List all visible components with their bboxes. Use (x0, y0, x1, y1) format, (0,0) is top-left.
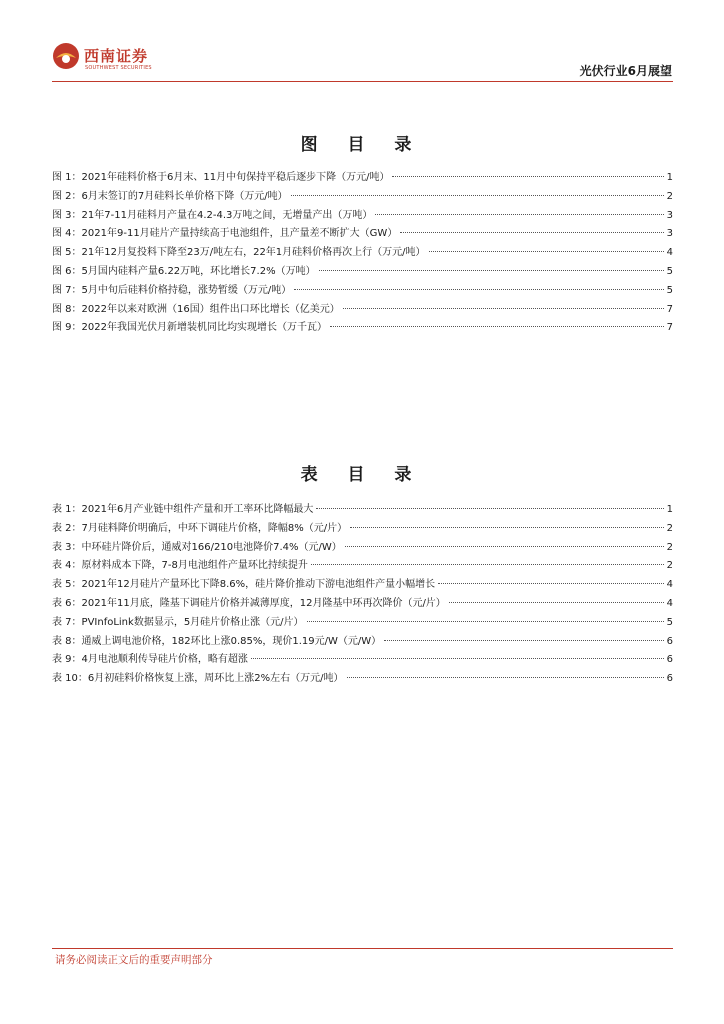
entry-page-number: 2 (666, 560, 673, 572)
table-index-entry[interactable] (52, 594, 673, 613)
dot-leader (251, 658, 664, 659)
header-divider (52, 81, 673, 82)
figure-index-entry[interactable] (52, 318, 673, 337)
logo-emblem-icon (52, 42, 80, 70)
entry-label: 图 1：2021年硅料价格于6月末、11月中旬保持平稳后逐步下降（万元/吨） (52, 172, 390, 183)
entry-page-number: 7 (666, 303, 673, 315)
dot-leader (343, 308, 664, 309)
entry-label: 图 8：2022年以来对欧洲（16国）组件出口环比增长（亿美元） (52, 303, 340, 315)
entry-page-number: 3 (666, 209, 673, 221)
entry-page-number: 2 (666, 541, 673, 553)
table-index-entry[interactable] (52, 538, 673, 557)
entry-label: 表 2：7月硅料降价明确后，中环下调硅片价格，降幅8%（元/片） (52, 522, 348, 534)
entry-label: 表 6：2021年11月底，隆基下调硅片价格并减薄厚度，12月隆基中环再次降价（元/片） (52, 597, 446, 609)
figure-index-entry[interactable] (52, 300, 673, 319)
footer-disclaimer: 请务必阅读正文后的重要声明部分 (55, 954, 213, 966)
figure-index-entry[interactable] (52, 168, 673, 187)
table-index-entry[interactable] (52, 613, 673, 632)
table-index-entry[interactable] (52, 556, 673, 575)
entry-page-number: 1 (666, 504, 673, 515)
page-header (52, 40, 672, 82)
dot-leader (294, 289, 663, 290)
figure-index-entry[interactable] (52, 281, 673, 300)
table-index-entry[interactable] (52, 519, 673, 538)
entry-page-number: 5 (666, 616, 673, 628)
dot-leader (307, 621, 664, 622)
entry-label: 图 4：2021年9-11月硅片产量持续高于电池组件，且产量差不断扩大（GW） (52, 228, 398, 240)
dot-leader (350, 527, 663, 528)
logo-text-en: SOUTHWEST SECURITIES (85, 65, 152, 71)
table-index-entry[interactable] (52, 575, 673, 594)
company-logo (52, 42, 162, 76)
dot-leader (319, 270, 664, 271)
dot-leader (429, 251, 664, 252)
table-index-entry[interactable] (52, 669, 673, 688)
entry-page-number: 2 (666, 190, 673, 202)
entry-page-number: 3 (666, 228, 673, 240)
tables-index-title: 表 目 录 (300, 465, 424, 485)
entry-label: 表 1：2021年6月产业链中组件产量和开工率环比降幅最大 (52, 504, 314, 515)
figures-index-title: 图 目 录 (300, 135, 424, 155)
entry-label: 图 6：5月国内硅料产量6.22万吨，环比增长7.2%（万吨） (52, 265, 316, 277)
entry-page-number: 1 (666, 172, 673, 183)
entry-label: 图 2：6月末签订的7月硅料长单价格下降（万元/吨） (52, 190, 288, 202)
dot-leader (311, 564, 664, 565)
table-index-entry[interactable] (52, 500, 673, 519)
footer-divider (52, 948, 673, 949)
figure-index-entry[interactable] (52, 243, 673, 262)
entry-page-number: 5 (666, 284, 673, 296)
dot-leader (347, 677, 664, 678)
entry-page-number: 5 (666, 265, 673, 277)
figure-index-entry[interactable] (52, 224, 673, 243)
dot-leader (400, 232, 663, 233)
dot-leader (291, 195, 664, 196)
dot-leader (330, 326, 664, 327)
entry-label: 表 9：4月电池顺利传导硅片价格，略有超涨 (52, 654, 248, 666)
entry-page-number: 6 (666, 654, 673, 666)
dot-leader (392, 176, 663, 177)
table-index-entry[interactable] (52, 650, 673, 669)
report-title: 光伏行业6月展望 (579, 64, 672, 78)
entry-label: 表 4：原材料成本下降，7-8月电池组件产量环比持续提升 (52, 560, 308, 572)
entry-label: 图 3：21年7-11月硅料月产量在4.2-4.3万吨之间，无增量产出（万吨） (52, 209, 373, 221)
logo-text-cn: 西南证券 (84, 47, 149, 65)
dot-leader (384, 640, 663, 641)
entry-page-number: 4 (666, 597, 673, 609)
entry-label: 表 5：2021年12月硅片产量环比下降8.6%，硅片降价推动下游电池组件产量小幅增长 (52, 579, 436, 591)
entry-page-number: 6 (666, 673, 673, 685)
entry-page-number: 4 (666, 247, 673, 259)
entry-label: 表 10：6月初硅料价格恢复上涨，周环比上涨2%左右（万元/吨） (52, 673, 344, 685)
entry-label: 表 7：PVInfoLink数据显示，5月硅片价格止涨（元/片） (52, 616, 304, 628)
entry-page-number: 6 (666, 635, 673, 647)
entry-page-number: 4 (666, 579, 673, 591)
dot-leader (316, 508, 663, 509)
table-index-entry[interactable] (52, 632, 673, 651)
entry-label: 图 7：5月中旬后硅料价格持稳，涨势暂缓（万元/吨） (52, 284, 292, 296)
entry-page-number: 7 (666, 322, 673, 334)
tables-index-list (52, 500, 673, 688)
entry-label: 表 8：通威上调电池价格，182环比上涨0.85%，现价1.19元/W（元/W） (52, 635, 382, 647)
dot-leader (438, 583, 664, 584)
entry-page-number: 2 (666, 522, 673, 534)
figures-index-list (52, 168, 673, 337)
entry-label: 表 3：中环硅片降价后，通威对166/210电池降价7.4%（元/W） (52, 541, 342, 553)
entry-label: 图 9：2022年我国光伏月新增装机同比均实现增长（万千瓦） (52, 322, 327, 334)
figure-index-entry[interactable] (52, 187, 673, 206)
figure-index-entry[interactable] (52, 262, 673, 281)
figure-index-entry[interactable] (52, 206, 673, 225)
dot-leader (449, 602, 664, 603)
dot-leader (345, 546, 664, 547)
entry-label: 图 5：21年12月复投料下降至23万/吨左右，22年1月硅料价格再次上行（万元/吨） (52, 247, 426, 259)
dot-leader (375, 214, 663, 215)
